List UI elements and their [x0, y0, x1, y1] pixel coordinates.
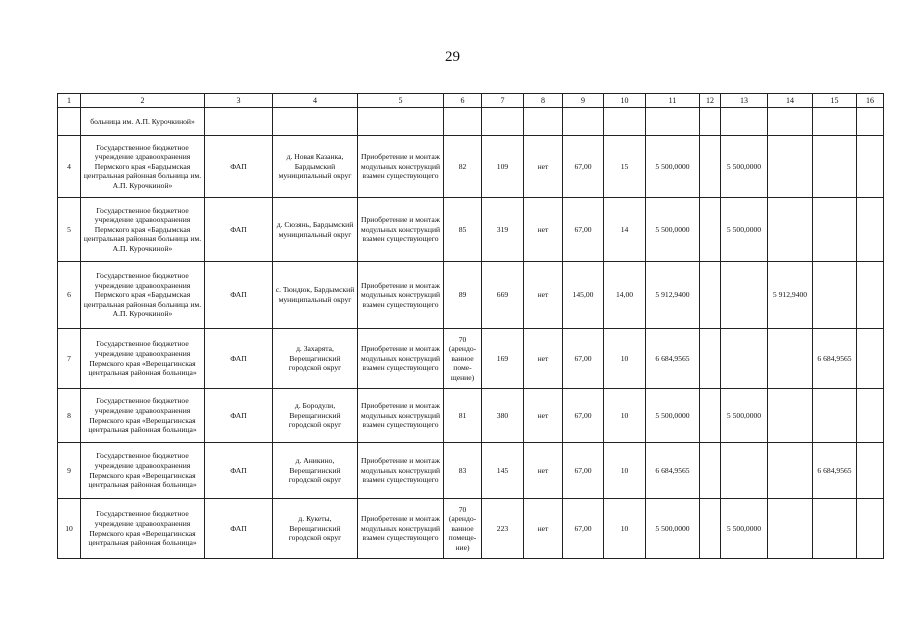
table-cell-col-10: 10: [604, 499, 646, 559]
table-row: [58, 262, 884, 329]
table-cell-col-7: 7: [482, 94, 524, 108]
table-cell-col-12: [700, 389, 721, 443]
table-cell-col-1: 1: [58, 94, 81, 108]
table-cell-col-2: Государственное бюджетное учреждение здравоохранения Пермского края «Верещагинская центральная районная больница»: [81, 499, 205, 559]
page-number: 29: [445, 49, 460, 65]
table-cell-col-4: д. Сюзянь, Бардымский муниципальный округ: [273, 198, 358, 262]
table-cell-col-6: 82: [444, 136, 482, 198]
table-cell-col-4: с. Тюндюк, Бардымский муниципальный округ: [273, 262, 358, 329]
table-row: [58, 443, 884, 499]
table-cell-col-6: 83: [444, 443, 482, 499]
table-cell-col-9: 9: [563, 94, 604, 108]
table-cell-col-4: д. Аникино, Верещагинский городской округ: [273, 443, 358, 499]
table-cell-col-10: 14: [604, 198, 646, 262]
table-cell-col-7: 169: [482, 329, 524, 389]
table-cell-col-6: 85: [444, 198, 482, 262]
table-cell-col-11: 11: [646, 94, 700, 108]
table-cell-col-16: [857, 499, 884, 559]
table-row: [58, 499, 884, 559]
table-cell-col-15: [813, 198, 857, 262]
table-cell-col-3: ФАП: [205, 389, 273, 443]
table-cell-col-9: 67,00: [563, 136, 604, 198]
table-cell-col-1: 7: [58, 329, 81, 389]
table-cell-col-3: ФАП: [205, 329, 273, 389]
table-cell-col-9: 67,00: [563, 329, 604, 389]
table-cell-col-11: 6 684,9565: [646, 443, 700, 499]
table-cell-col-11: 5 500,0000: [646, 198, 700, 262]
table-cell-col-8: нет: [524, 499, 563, 559]
table-cell-col-2: Государственное бюджетное учреждение здравоохранения Пермского края «Бардымская центральная районная больница им. А.П. Курочкиной»: [81, 262, 205, 329]
table-cell-col-16: [857, 108, 884, 136]
table-row: [58, 136, 884, 198]
table-cell-col-16: [857, 443, 884, 499]
table-cell-col-10: 10: [604, 443, 646, 499]
table-cell-col-9: 67,00: [563, 198, 604, 262]
table-row: [58, 198, 884, 262]
table-cell-col-2: Государственное бюджетное учреждение здравоохранения Пермского края «Верещагинская центральная районная больница»: [81, 443, 205, 499]
table-cell-col-13: 5 500,0000: [721, 136, 768, 198]
table-cell-col-14: [768, 329, 813, 389]
table-cell-col-16: [857, 262, 884, 329]
table-cell-col-2: Государственное бюджетное учреждение здравоохранения Пермского края «Верещагинская центральная районная больница»: [81, 329, 205, 389]
table-cell-col-10: 15: [604, 136, 646, 198]
table-cell-col-7: 145: [482, 443, 524, 499]
table-cell-col-5: 5: [358, 94, 444, 108]
table-cell-col-14: [768, 443, 813, 499]
table-cell-col-1: [58, 108, 81, 136]
table-cell-col-14: [768, 108, 813, 136]
table-cell-col-10: 14,00: [604, 262, 646, 329]
table-cell-col-5: Приобретение и монтаж модульных конструкций взамен существующего: [358, 329, 444, 389]
table-cell-col-4: д. Захарята, Верещагинский городской округ: [273, 329, 358, 389]
table-cell-col-13: 5 500,0000: [721, 198, 768, 262]
table-cell-col-3: ФАП: [205, 136, 273, 198]
table-row: [58, 329, 884, 389]
table-cell-col-8: 8: [524, 94, 563, 108]
table-cell-col-5: Приобретение и монтаж модульных конструкций взамен существующего: [358, 389, 444, 443]
table-cell-col-11: [646, 108, 700, 136]
table-cell-col-12: [700, 499, 721, 559]
table-cell-col-7: 109: [482, 136, 524, 198]
table-cell-col-12: [700, 136, 721, 198]
table-cell-col-12: [700, 262, 721, 329]
table-cell-col-9: 67,00: [563, 443, 604, 499]
table-cell-col-5: Приобретение и монтаж модульных конструкций взамен существующего: [358, 198, 444, 262]
table-cell-col-14: [768, 389, 813, 443]
table-cell-col-1: 9: [58, 443, 81, 499]
table-cell-col-16: 16: [857, 94, 884, 108]
table-cell-col-8: нет: [524, 389, 563, 443]
table-cell-col-15: [813, 108, 857, 136]
table-cell-col-7: 380: [482, 389, 524, 443]
table-cell-col-5: Приобретение и монтаж модульных конструкций взамен существующего: [358, 136, 444, 198]
table-cell-col-14: [768, 499, 813, 559]
table-cell-col-6: [444, 108, 482, 136]
table-cell-col-5: Приобретение и монтаж модульных конструкций взамен существующего: [358, 499, 444, 559]
table-cell-col-14: [768, 136, 813, 198]
table-cell-col-1: 5: [58, 198, 81, 262]
table-cell-col-13: [721, 329, 768, 389]
table-cell-col-3: ФАП: [205, 198, 273, 262]
table-cell-col-6: 6: [444, 94, 482, 108]
table-cell-col-5: Приобретение и монтаж модульных конструкций взамен существующего: [358, 262, 444, 329]
table-cell-col-6: 89: [444, 262, 482, 329]
table-cell-col-12: 12: [700, 94, 721, 108]
table-cell-col-11: 6 684,9565: [646, 329, 700, 389]
table-cell-col-9: 67,00: [563, 499, 604, 559]
table-cell-col-10: [604, 108, 646, 136]
table-cell-col-15: [813, 136, 857, 198]
data-table: [57, 93, 884, 559]
table-cell-col-11: 5 500,0000: [646, 499, 700, 559]
table-cell-col-16: [857, 389, 884, 443]
table-cell-col-1: 8: [58, 389, 81, 443]
table-cell-col-10: 10: [604, 329, 646, 389]
table-cell-col-4: д. Новая Казанка, Бардымский муниципальный округ: [273, 136, 358, 198]
table-cell-col-12: [700, 108, 721, 136]
table-cell-col-10: 10: [604, 94, 646, 108]
table-cell-col-2: Государственное бюджетное учреждение здравоохранения Пермского края «Бардымская центральная районная больница им. А.П. Курочкиной»: [81, 198, 205, 262]
table-cell-col-2: больница им. А.П. Курочкиной»: [81, 108, 205, 136]
table-cell-col-7: [482, 108, 524, 136]
table-cell-col-3: ФАП: [205, 499, 273, 559]
table-cell-col-8: нет: [524, 198, 563, 262]
table-cell-col-5: [358, 108, 444, 136]
table-cell-col-8: нет: [524, 329, 563, 389]
table-cell-col-15: 6 684,9565: [813, 329, 857, 389]
table-cell-col-8: нет: [524, 443, 563, 499]
table-cell-col-3: [205, 108, 273, 136]
table-cell-col-15: 15: [813, 94, 857, 108]
table-cell-col-1: 6: [58, 262, 81, 329]
table-cell-col-2: Государственное бюджетное учреждение здравоохранения Пермского края «Верещагинская центральная районная больница»: [81, 389, 205, 443]
table-cell-col-8: нет: [524, 136, 563, 198]
table-cell-col-15: [813, 499, 857, 559]
table-cell-col-13: [721, 108, 768, 136]
table-cell-col-5: Приобретение и монтаж модульных конструкций взамен существующего: [358, 443, 444, 499]
table-cell-col-9: [563, 108, 604, 136]
table-cell-col-6: 70 (арендо-ванное поме-щение): [444, 329, 482, 389]
table-cell-col-4: 4: [273, 94, 358, 108]
table-cell-col-2: 2: [81, 94, 205, 108]
table-cell-col-11: 5 500,0000: [646, 136, 700, 198]
table-cell-col-14: 14: [768, 94, 813, 108]
table-cell-col-4: [273, 108, 358, 136]
table-cell-col-6: 81: [444, 389, 482, 443]
table-cell-col-14: 5 912,9400: [768, 262, 813, 329]
table-cell-col-8: [524, 108, 563, 136]
table-cell-col-13: 13: [721, 94, 768, 108]
table-cell-col-4: д. Бородули, Верещагинский городской округ: [273, 389, 358, 443]
table-cell-col-15: [813, 389, 857, 443]
table-cell-col-12: [700, 443, 721, 499]
table-cell-col-14: [768, 198, 813, 262]
table-cell-col-7: 669: [482, 262, 524, 329]
table-cell-col-15: 6 684,9565: [813, 443, 857, 499]
table-cell-col-12: [700, 329, 721, 389]
table-header-row: [58, 94, 884, 108]
table-row: [58, 389, 884, 443]
table-cell-col-13: [721, 443, 768, 499]
table-cell-col-1: 10: [58, 499, 81, 559]
table-cell-col-7: 223: [482, 499, 524, 559]
table-cell-col-10: 10: [604, 389, 646, 443]
table-cell-col-2: Государственное бюджетное учреждение здравоохранения Пермского края «Бардымская центральная районная больница им. А.П. Курочкиной»: [81, 136, 205, 198]
table-cell-col-6: 70 (арендо-ванное помеще-ние): [444, 499, 482, 559]
table-cell-col-3: 3: [205, 94, 273, 108]
table-continuation-row: [58, 108, 884, 136]
table-cell-col-16: [857, 136, 884, 198]
table-cell-col-13: 5 500,0000: [721, 389, 768, 443]
table-cell-col-3: ФАП: [205, 262, 273, 329]
table-cell-col-16: [857, 198, 884, 262]
table-cell-col-11: 5 500,0000: [646, 389, 700, 443]
table-cell-col-9: 145,00: [563, 262, 604, 329]
table-cell-col-9: 67,00: [563, 389, 604, 443]
table-cell-col-7: 319: [482, 198, 524, 262]
table-cell-col-15: [813, 262, 857, 329]
table-cell-col-12: [700, 198, 721, 262]
table-cell-col-13: [721, 262, 768, 329]
table-cell-col-4: д. Кукеты, Верещагинский городской округ: [273, 499, 358, 559]
table-cell-col-8: нет: [524, 262, 563, 329]
table-cell-col-11: 5 912,9400: [646, 262, 700, 329]
table-cell-col-13: 5 500,0000: [721, 499, 768, 559]
table-cell-col-1: 4: [58, 136, 81, 198]
table-cell-col-3: ФАП: [205, 443, 273, 499]
table-cell-col-16: [857, 329, 884, 389]
